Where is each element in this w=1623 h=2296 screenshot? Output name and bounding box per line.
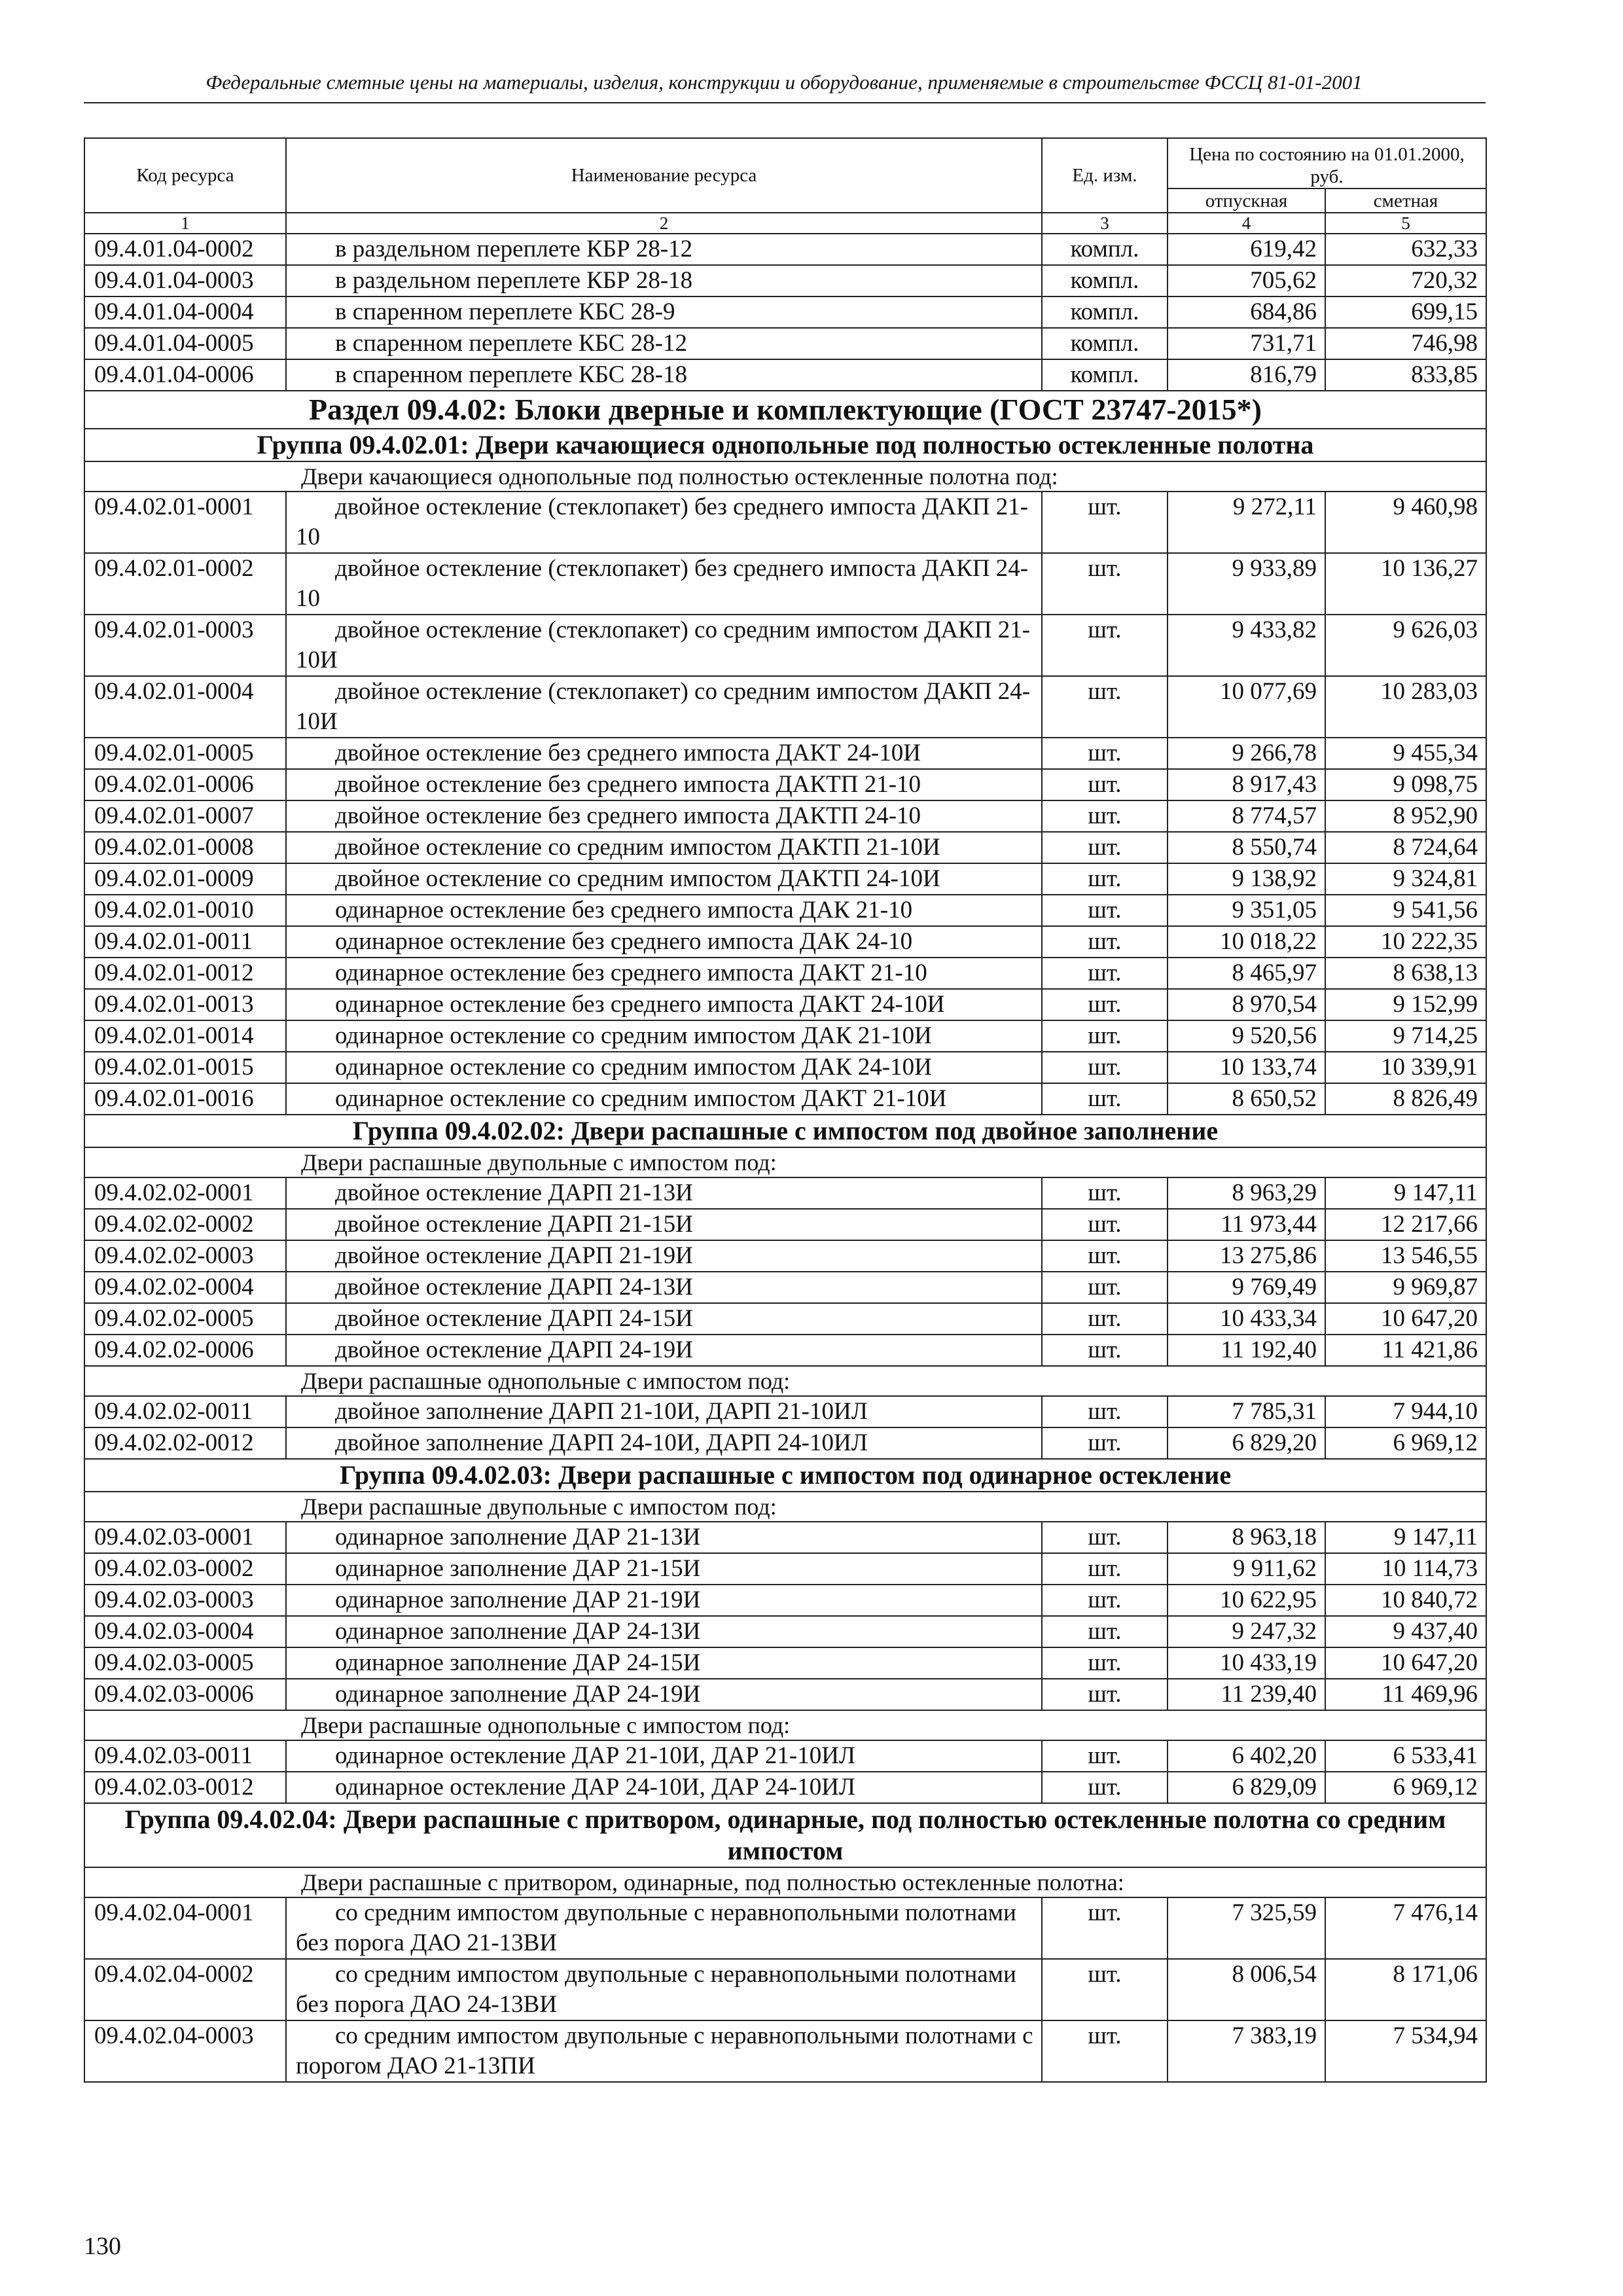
table-row [84, 926, 1486, 958]
release-price: 13 275,86 [1168, 1240, 1325, 1272]
estimate-price: 6 969,12 [1325, 1427, 1486, 1459]
resource-code: 09.4.02.01-0010 [84, 895, 286, 926]
estimate-price: 9 460,98 [1325, 492, 1486, 553]
estimate-price: 9 455,34 [1325, 738, 1486, 769]
estimate-price: 632,33 [1325, 234, 1486, 265]
group-title: Группа 09.4.02.01: Двери качающиеся однопольные под полностью остекленные полотна [84, 429, 1486, 461]
resource-code: 09.4.02.01-0014 [84, 1020, 286, 1052]
estimate-price: 7 944,10 [1325, 1396, 1486, 1427]
column-header-unit: Ед. изм. [1042, 138, 1168, 213]
resource-name: одинарное заполнение ДАР 21-15И [286, 1553, 1042, 1585]
estimate-price: 9 147,11 [1325, 1177, 1486, 1209]
table-row [84, 1647, 1486, 1679]
release-price: 9 433,82 [1168, 615, 1325, 676]
subgroup-row [84, 1867, 1486, 1897]
resource-unit: шт. [1042, 1427, 1168, 1459]
resource-unit: шт. [1042, 1335, 1168, 1366]
resource-name: одинарное остекление без среднего импоста ДАКТ 24-10И [286, 989, 1042, 1020]
release-price: 9 351,05 [1168, 895, 1325, 926]
release-price: 7 383,19 [1168, 2020, 1325, 2082]
table-row [84, 615, 1486, 676]
group-row [84, 429, 1486, 461]
table-row [84, 958, 1486, 989]
release-price: 9 769,49 [1168, 1272, 1325, 1303]
resource-name: одинарное заполнение ДАР 24-13И [286, 1616, 1042, 1647]
resource-code: 09.4.02.02-0001 [84, 1177, 286, 1209]
resource-code: 09.4.02.01-0002 [84, 553, 286, 615]
resource-unit: шт. [1042, 1522, 1168, 1553]
release-price: 8 917,43 [1168, 769, 1325, 800]
release-price: 10 018,22 [1168, 926, 1325, 958]
resource-name: двойное остекление ДАРП 21-19И [286, 1240, 1042, 1272]
estimate-price: 9 437,40 [1325, 1616, 1486, 1647]
subgroup-row [84, 1147, 1486, 1177]
resource-code: 09.4.02.03-0002 [84, 1553, 286, 1585]
resource-unit: шт. [1042, 492, 1168, 553]
release-price: 9 933,89 [1168, 553, 1325, 615]
price-table [84, 137, 1487, 2083]
resource-name: двойное остекление со средним импостом ДАКТП 24-10И [286, 863, 1042, 895]
header-rule [84, 102, 1486, 103]
resource-unit: шт. [1042, 1396, 1168, 1427]
resource-code: 09.4.02.01-0015 [84, 1052, 286, 1083]
resource-code: 09.4.02.04-0003 [84, 2020, 286, 2082]
estimate-price: 13 546,55 [1325, 1240, 1486, 1272]
resource-unit: шт. [1042, 738, 1168, 769]
release-price: 9 911,62 [1168, 1553, 1325, 1585]
estimate-price: 746,98 [1325, 328, 1486, 359]
release-price: 11 973,44 [1168, 1209, 1325, 1240]
resource-name: одинарное остекление со средним импостом ДАК 21-10И [286, 1020, 1042, 1052]
resource-unit: шт. [1042, 615, 1168, 676]
group-title: Группа 09.4.02.04: Двери распашные с притвором, одинарные, под полностью остекленные полотна со средним импостом [84, 1803, 1486, 1867]
resource-unit: компл. [1042, 328, 1168, 359]
estimate-price: 9 626,03 [1325, 615, 1486, 676]
table-row [84, 1616, 1486, 1647]
resource-unit: шт. [1042, 1772, 1168, 1803]
release-price: 619,42 [1168, 234, 1325, 265]
table-row [84, 1209, 1486, 1240]
resource-code: 09.4.02.02-0011 [84, 1396, 286, 1427]
resource-name: одинарное остекление со средним импостом ДАК 24-10И [286, 1052, 1042, 1083]
estimate-price: 10 339,91 [1325, 1052, 1486, 1083]
resource-unit: компл. [1042, 359, 1168, 391]
resource-unit: шт. [1042, 1585, 1168, 1616]
estimate-price: 10 136,27 [1325, 553, 1486, 615]
resource-code: 09.4.02.01-0009 [84, 863, 286, 895]
release-price: 6 402,20 [1168, 1740, 1325, 1772]
resource-unit: шт. [1042, 769, 1168, 800]
release-price: 11 192,40 [1168, 1335, 1325, 1366]
resource-unit: шт. [1042, 895, 1168, 926]
resource-unit: шт. [1042, 926, 1168, 958]
resource-code: 09.4.02.03-0003 [84, 1585, 286, 1616]
subgroup-title: Двери распашные однопольные с импостом под: [84, 1366, 1486, 1396]
release-price: 8 963,18 [1168, 1522, 1325, 1553]
resource-code: 09.4.02.01-0008 [84, 832, 286, 863]
estimate-price: 10 647,20 [1325, 1647, 1486, 1679]
table-row [84, 1177, 1486, 1209]
estimate-price: 6 533,41 [1325, 1740, 1486, 1772]
subgroup-title: Двери распашные двупольные с импостом под: [84, 1147, 1486, 1177]
resource-name: одинарное остекление ДАР 21-10И, ДАР 21-10ИЛ [286, 1740, 1042, 1772]
resource-unit: шт. [1042, 800, 1168, 832]
resource-code: 09.4.02.03-0006 [84, 1679, 286, 1710]
release-price: 705,62 [1168, 265, 1325, 296]
resource-code: 09.4.02.02-0006 [84, 1335, 286, 1366]
table-row [84, 1522, 1486, 1553]
resource-name: в спаренном переплете КБС 28-9 [286, 296, 1042, 328]
resource-code: 09.4.02.01-0006 [84, 769, 286, 800]
estimate-price: 7 534,94 [1325, 2020, 1486, 2082]
column-number: 4 [1168, 213, 1325, 234]
release-price: 8 465,97 [1168, 958, 1325, 989]
table-row [84, 676, 1486, 738]
table-row [84, 1396, 1486, 1427]
release-price: 9 266,78 [1168, 738, 1325, 769]
release-price: 8 970,54 [1168, 989, 1325, 1020]
column-header-code: Код ресурса [84, 138, 286, 213]
table-row [84, 895, 1486, 926]
release-price: 731,71 [1168, 328, 1325, 359]
estimate-price: 10 283,03 [1325, 676, 1486, 738]
resource-code: 09.4.01.04-0003 [84, 265, 286, 296]
table-row [84, 1740, 1486, 1772]
estimate-price: 9 324,81 [1325, 863, 1486, 895]
resource-name: двойное остекление ДАРП 24-15И [286, 1303, 1042, 1335]
estimate-price: 11 469,96 [1325, 1679, 1486, 1710]
resource-name: двойное остекление ДАРП 21-13И [286, 1177, 1042, 1209]
table-row [84, 2020, 1486, 2082]
release-price: 6 829,20 [1168, 1427, 1325, 1459]
subgroup-title: Двери распашные двупольные с импостом под: [84, 1492, 1486, 1522]
column-number: 2 [286, 213, 1042, 234]
table-row [84, 265, 1486, 296]
estimate-price: 8 171,06 [1325, 1959, 1486, 2020]
table-row [84, 1585, 1486, 1616]
release-price: 10 133,74 [1168, 1052, 1325, 1083]
resource-unit: шт. [1042, 1303, 1168, 1335]
estimate-price: 9 147,11 [1325, 1522, 1486, 1553]
resource-unit: шт. [1042, 1740, 1168, 1772]
resource-code: 09.4.02.01-0016 [84, 1083, 286, 1115]
resource-unit: шт. [1042, 1177, 1168, 1209]
table-row [84, 328, 1486, 359]
resource-unit: шт. [1042, 1083, 1168, 1115]
resource-unit: шт. [1042, 1897, 1168, 1959]
table-row [84, 492, 1486, 553]
resource-code: 09.4.01.04-0006 [84, 359, 286, 391]
estimate-price: 9 714,25 [1325, 1020, 1486, 1052]
resource-unit: шт. [1042, 958, 1168, 989]
table-row [84, 800, 1486, 832]
estimate-price: 10 222,35 [1325, 926, 1486, 958]
estimate-price: 833,85 [1325, 359, 1486, 391]
resource-unit: шт. [1042, 863, 1168, 895]
resource-name: двойное остекление ДАРП 21-15И [286, 1209, 1042, 1240]
release-price: 11 239,40 [1168, 1679, 1325, 1710]
resource-name: двойное остекление со средним импостом ДАКТП 21-10И [286, 832, 1042, 863]
column-number: 5 [1325, 213, 1486, 234]
subgroup-title: Двери распашные с притвором, одинарные, под полностью остекленные полотна: [84, 1867, 1486, 1897]
release-price: 10 622,95 [1168, 1585, 1325, 1616]
resource-code: 09.4.02.02-0012 [84, 1427, 286, 1459]
resource-name: двойное остекление без среднего импоста ДАКТП 21-10 [286, 769, 1042, 800]
resource-name: двойное остекление ДАРП 24-19И [286, 1335, 1042, 1366]
resource-code: 09.4.02.01-0005 [84, 738, 286, 769]
group-title: Группа 09.4.02.03: Двери распашные с импостом под одинарное остекление [84, 1459, 1486, 1492]
section-row [84, 391, 1486, 429]
table-row [84, 1052, 1486, 1083]
estimate-price: 8 826,49 [1325, 1083, 1486, 1115]
release-price: 8 774,57 [1168, 800, 1325, 832]
release-price: 816,79 [1168, 359, 1325, 391]
table-row [84, 234, 1486, 265]
estimate-price: 8 952,90 [1325, 800, 1486, 832]
resource-code: 09.4.01.04-0005 [84, 328, 286, 359]
subgroup-title: Двери распашные однопольные с импостом под: [84, 1710, 1486, 1740]
subgroup-row [84, 1366, 1486, 1396]
resource-code: 09.4.02.01-0013 [84, 989, 286, 1020]
subgroup-row [84, 461, 1486, 492]
table-row [84, 1020, 1486, 1052]
resource-code: 09.4.02.02-0003 [84, 1240, 286, 1272]
estimate-price: 11 421,86 [1325, 1335, 1486, 1366]
table-row [84, 1240, 1486, 1272]
estimate-price: 10 840,72 [1325, 1585, 1486, 1616]
resource-code: 09.4.02.03-0005 [84, 1647, 286, 1679]
table-row [84, 1335, 1486, 1366]
release-price: 10 077,69 [1168, 676, 1325, 738]
release-price: 8 963,29 [1168, 1177, 1325, 1209]
resource-code: 09.4.02.03-0001 [84, 1522, 286, 1553]
resource-name: одинарное остекление ДАР 24-10И, ДАР 24-10ИЛ [286, 1772, 1042, 1803]
table-body [84, 234, 1486, 2082]
running-header: Федеральные сметные цены на материалы, изделия, конструкции и оборудование, применяемые в строительстве ФССЦ 81-01-2001 [205, 71, 1363, 94]
resource-code: 09.4.02.04-0001 [84, 1897, 286, 1959]
table-row [84, 738, 1486, 769]
resource-unit: шт. [1042, 1240, 1168, 1272]
column-number: 1 [84, 213, 286, 234]
resource-unit: компл. [1042, 234, 1168, 265]
estimate-price: 10 647,20 [1325, 1303, 1486, 1335]
resource-code: 09.4.02.01-0003 [84, 615, 286, 676]
release-price: 9 520,56 [1168, 1020, 1325, 1052]
resource-name: двойное остекление ДАРП 24-13И [286, 1272, 1042, 1303]
resource-unit: шт. [1042, 832, 1168, 863]
resource-code: 09.4.02.01-0007 [84, 800, 286, 832]
estimate-price: 6 969,12 [1325, 1772, 1486, 1803]
resource-name: в раздельном переплете КБР 28-12 [286, 234, 1042, 265]
estimate-price: 9 969,87 [1325, 1272, 1486, 1303]
resource-unit: шт. [1042, 553, 1168, 615]
release-price: 9 272,11 [1168, 492, 1325, 553]
resource-name: со средним импостом двупольные с неравнопольными полотнами с порогом ДАО 21-13ПИ [286, 2020, 1042, 2082]
resource-unit: компл. [1042, 265, 1168, 296]
resource-unit: шт. [1042, 676, 1168, 738]
section-title: Раздел 09.4.02: Блоки дверные и комплектующие (ГОСТ 23747-2015*) [84, 391, 1486, 429]
resource-unit: компл. [1042, 296, 1168, 328]
release-price: 10 433,34 [1168, 1303, 1325, 1335]
resource-code: 09.4.02.03-0012 [84, 1772, 286, 1803]
table-row [84, 1679, 1486, 1710]
resource-name: двойное заполнение ДАРП 21-10И, ДАРП 21-10ИЛ [286, 1396, 1042, 1427]
release-price: 9 138,92 [1168, 863, 1325, 895]
resource-code: 09.4.02.03-0011 [84, 1740, 286, 1772]
page-number: 130 [84, 2233, 121, 2260]
resource-name: двойное остекление без среднего импоста ДАКТП 24-10 [286, 800, 1042, 832]
release-price: 9 247,32 [1168, 1616, 1325, 1647]
table-header [84, 138, 1486, 234]
group-row [84, 1803, 1486, 1867]
subgroup-row [84, 1710, 1486, 1740]
resource-code: 09.4.02.01-0012 [84, 958, 286, 989]
table-row [84, 553, 1486, 615]
table-row [84, 1272, 1486, 1303]
estimate-price: 8 724,64 [1325, 832, 1486, 863]
estimate-price: 9 541,56 [1325, 895, 1486, 926]
resource-name: одинарное остекление без среднего импоста ДАКТ 21-10 [286, 958, 1042, 989]
resource-name: одинарное остекление без среднего импоста ДАК 21-10 [286, 895, 1042, 926]
table-row [84, 1772, 1486, 1803]
release-price: 10 433,19 [1168, 1647, 1325, 1679]
resource-name: двойное заполнение ДАРП 24-10И, ДАРП 24-10ИЛ [286, 1427, 1042, 1459]
table-row [84, 1083, 1486, 1115]
resource-name: одинарное остекление без среднего импоста ДАК 24-10 [286, 926, 1042, 958]
table-row [84, 296, 1486, 328]
estimate-price: 7 476,14 [1325, 1897, 1486, 1959]
column-header-price: Цена по состоянию на 01.01.2000, руб. [1168, 138, 1486, 188]
table-row [84, 1553, 1486, 1585]
resource-code: 09.4.02.01-0011 [84, 926, 286, 958]
release-price: 8 650,52 [1168, 1083, 1325, 1115]
resource-unit: шт. [1042, 1052, 1168, 1083]
estimate-price: 720,32 [1325, 265, 1486, 296]
release-price: 7 325,59 [1168, 1897, 1325, 1959]
resource-unit: шт. [1042, 1020, 1168, 1052]
group-row [84, 1115, 1486, 1147]
group-title: Группа 09.4.02.02: Двери распашные с импостом под двойное заполнение [84, 1115, 1486, 1147]
estimate-price: 12 217,66 [1325, 1209, 1486, 1240]
resource-name: двойное остекление (стеклопакет) со средним импостом ДАКП 24-10И [286, 676, 1042, 738]
estimate-price: 9 152,99 [1325, 989, 1486, 1020]
resource-name: в раздельном переплете КБР 28-18 [286, 265, 1042, 296]
estimate-price: 8 638,13 [1325, 958, 1486, 989]
release-price: 7 785,31 [1168, 1396, 1325, 1427]
resource-unit: шт. [1042, 1616, 1168, 1647]
group-row [84, 1459, 1486, 1492]
resource-unit: шт. [1042, 1959, 1168, 2020]
subgroup-row [84, 1492, 1486, 1522]
resource-name: одинарное заполнение ДАР 21-19И [286, 1585, 1042, 1616]
table-row [84, 1303, 1486, 1335]
resource-unit: шт. [1042, 1553, 1168, 1585]
resource-name: двойное остекление (стеклопакет) со средним импостом ДАКП 21-10И [286, 615, 1042, 676]
table-row [84, 1959, 1486, 2020]
resource-unit: шт. [1042, 1679, 1168, 1710]
resource-code: 09.4.02.02-0005 [84, 1303, 286, 1335]
resource-name: одинарное остекление со средним импостом ДАКТ 21-10И [286, 1083, 1042, 1115]
resource-name: со средним импостом двупольные с неравнопольными полотнами без порога ДАО 24-13ВИ [286, 1959, 1042, 2020]
resource-code: 09.4.02.01-0004 [84, 676, 286, 738]
resource-name: двойное остекление без среднего импоста ДАКТ 24-10И [286, 738, 1042, 769]
resource-code: 09.4.02.01-0001 [84, 492, 286, 553]
resource-unit: шт. [1042, 1272, 1168, 1303]
resource-name: в спаренном переплете КБС 28-18 [286, 359, 1042, 391]
resource-name: одинарное заполнение ДАР 24-19И [286, 1679, 1042, 1710]
resource-code: 09.4.01.04-0004 [84, 296, 286, 328]
resource-name: одинарное заполнение ДАР 24-15И [286, 1647, 1042, 1679]
resource-unit: шт. [1042, 989, 1168, 1020]
table-row [84, 832, 1486, 863]
estimate-price: 10 114,73 [1325, 1553, 1486, 1585]
table-row [84, 359, 1486, 391]
column-header-estimate: сметная [1325, 188, 1486, 213]
resource-code: 09.4.01.04-0002 [84, 234, 286, 265]
release-price: 8 006,54 [1168, 1959, 1325, 2020]
table-row [84, 769, 1486, 800]
release-price: 8 550,74 [1168, 832, 1325, 863]
estimate-price: 699,15 [1325, 296, 1486, 328]
column-header-name: Наименование ресурса [286, 138, 1042, 213]
resource-code: 09.4.02.03-0004 [84, 1616, 286, 1647]
table-row [84, 863, 1486, 895]
release-price: 6 829,09 [1168, 1772, 1325, 1803]
estimate-price: 9 098,75 [1325, 769, 1486, 800]
table-row [84, 1897, 1486, 1959]
subgroup-title: Двери качающиеся однопольные под полностью остекленные полотна под: [84, 461, 1486, 492]
resource-unit: шт. [1042, 1647, 1168, 1679]
resource-name: в спаренном переплете КБС 28-12 [286, 328, 1042, 359]
resource-name: одинарное заполнение ДАР 21-13И [286, 1522, 1042, 1553]
resource-unit: шт. [1042, 2020, 1168, 2082]
column-number: 3 [1042, 213, 1168, 234]
resource-code: 09.4.02.04-0002 [84, 1959, 286, 2020]
resource-code: 09.4.02.02-0002 [84, 1209, 286, 1240]
resource-name: со средним импостом двупольные с неравнопольными полотнами без порога ДАО 21-13ВИ [286, 1897, 1042, 1959]
release-price: 684,86 [1168, 296, 1325, 328]
resource-unit: шт. [1042, 1209, 1168, 1240]
table-row [84, 989, 1486, 1020]
resource-name: двойное остекление (стеклопакет) без среднего импоста ДАКП 24-10 [286, 553, 1042, 615]
table-row [84, 1427, 1486, 1459]
resource-code: 09.4.02.02-0004 [84, 1272, 286, 1303]
resource-name: двойное остекление (стеклопакет) без среднего импоста ДАКП 21-10 [286, 492, 1042, 553]
column-header-release: отпускная [1168, 188, 1325, 213]
